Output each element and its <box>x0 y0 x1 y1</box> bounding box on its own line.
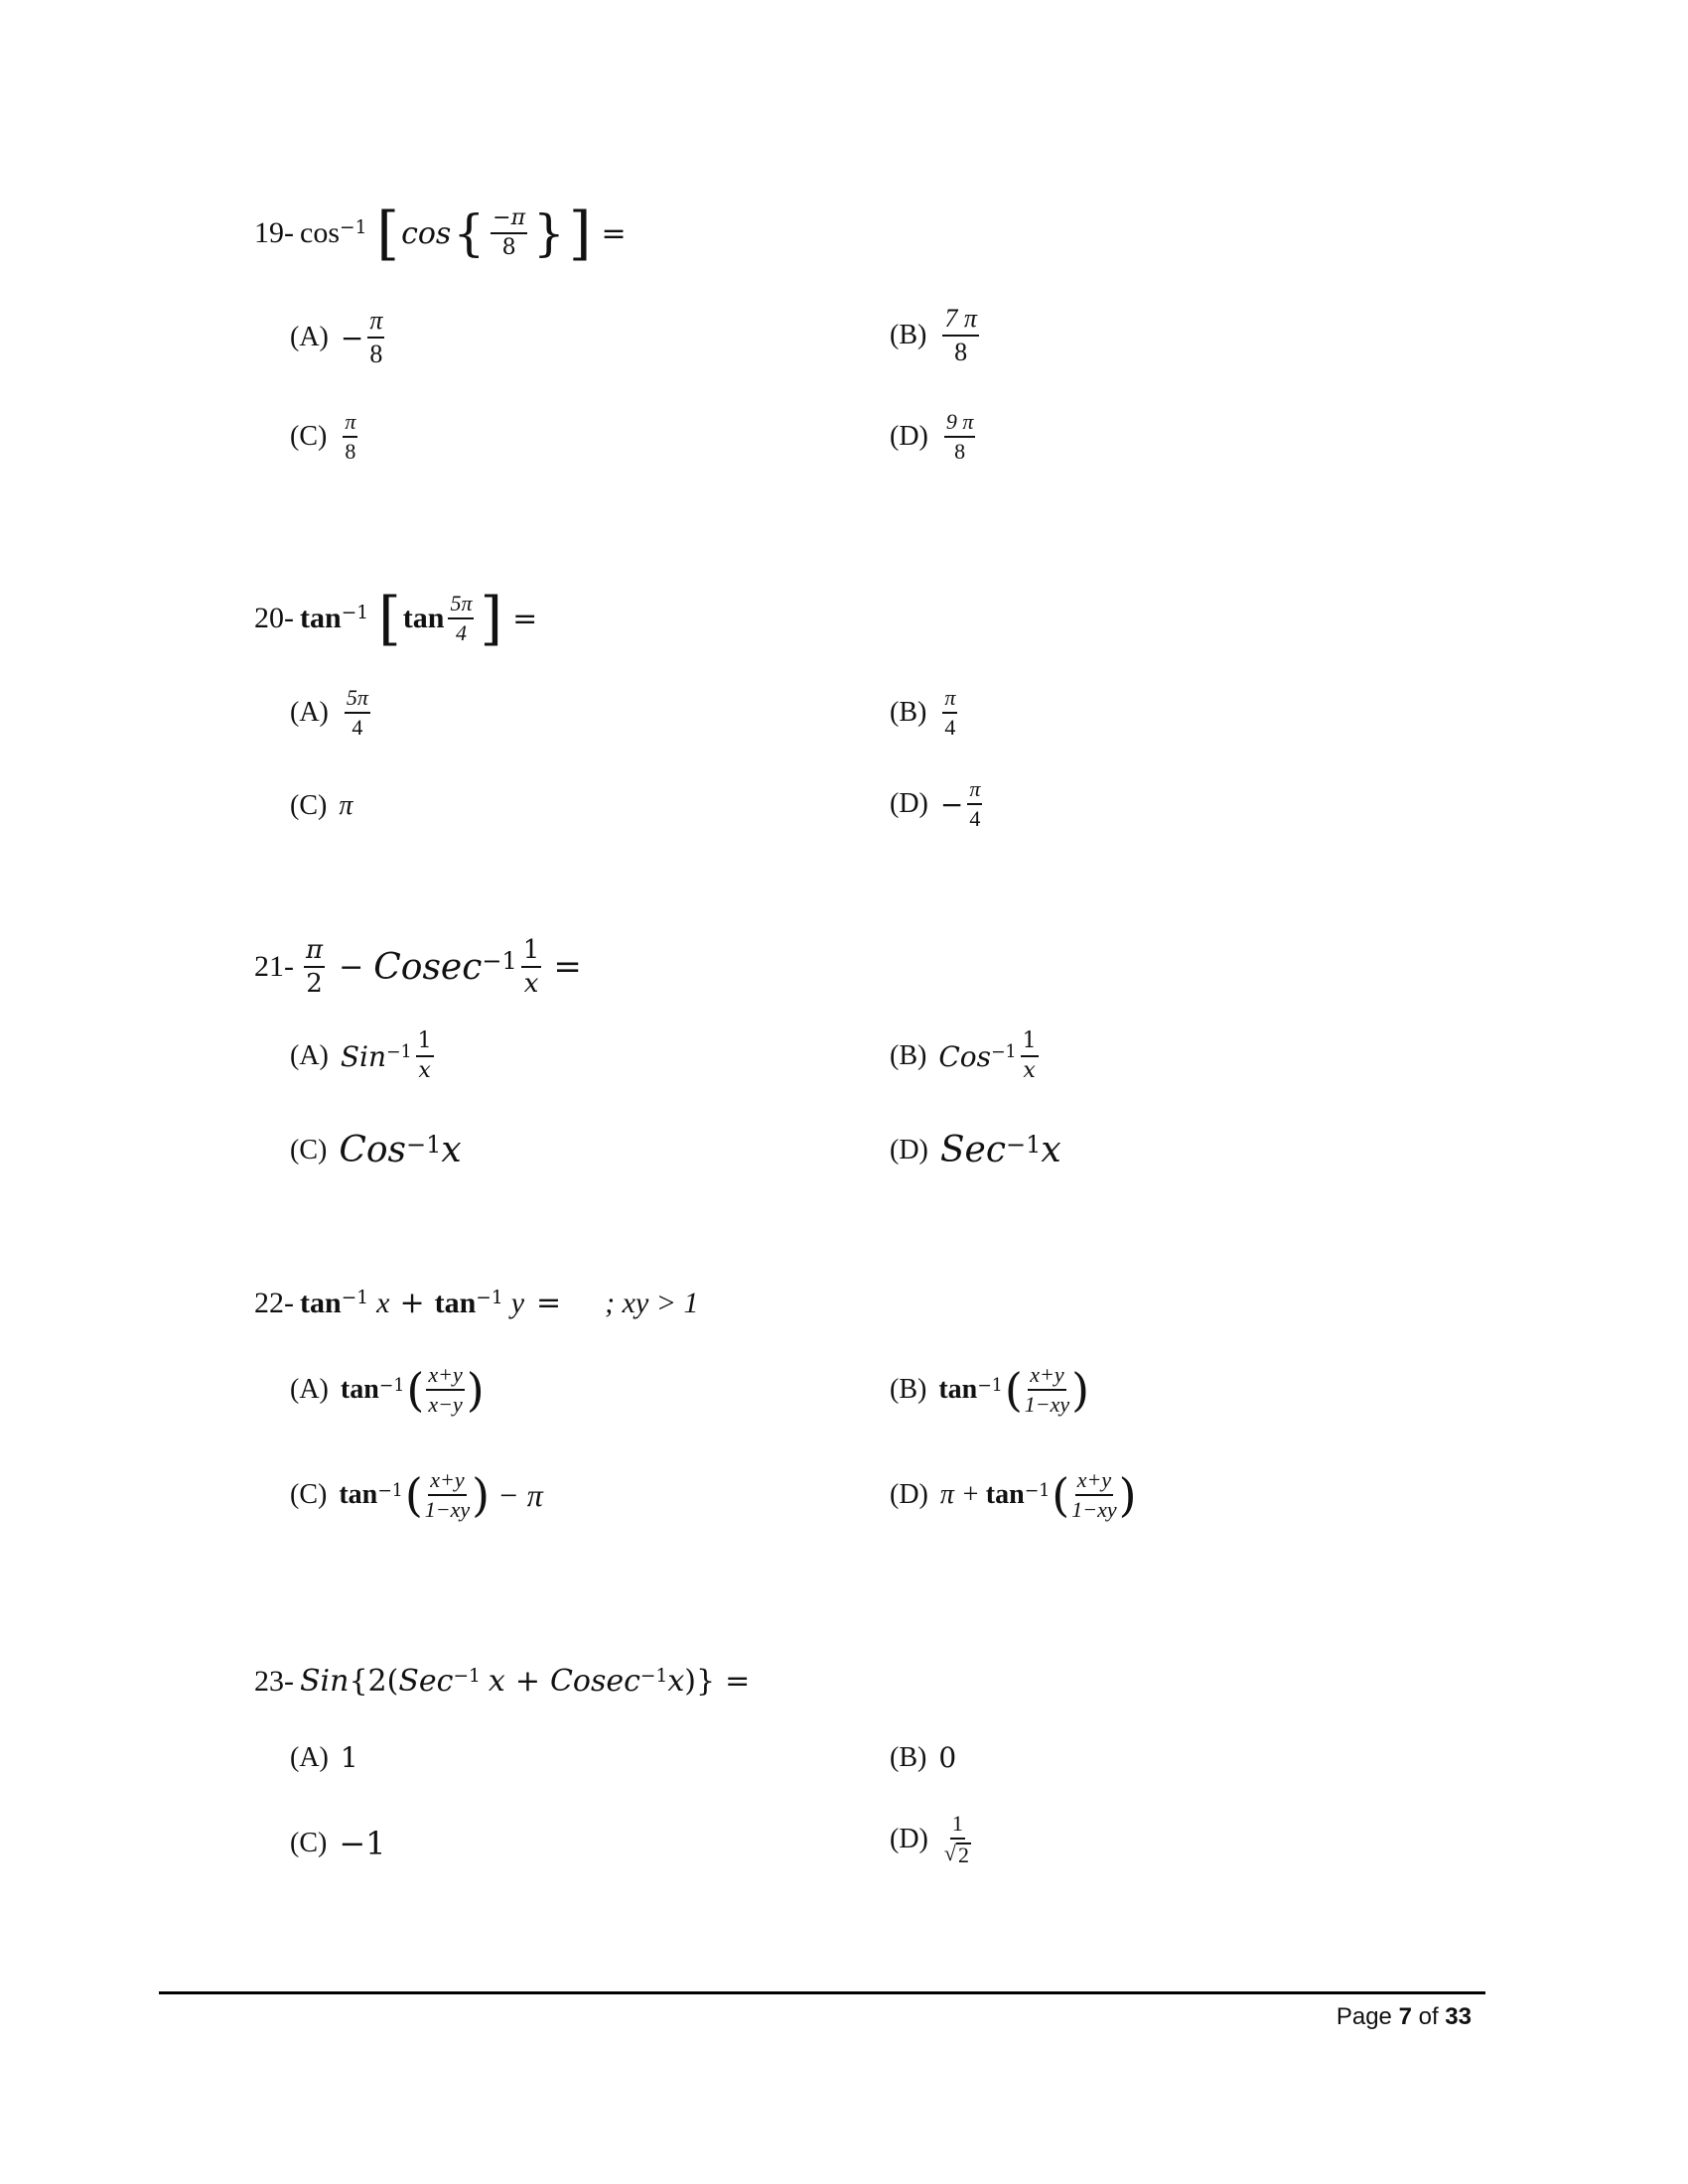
option-19-c[interactable]: (C) $\frac{\pi}{8}$ <box>290 409 356 464</box>
question-19-stem: 19- cos $^{-1}$ [ cos { $\frac{-\pi}{8}$ } ] = <box>254 200 627 267</box>
option-20-a[interactable]: (A) $\frac{5\pi}{4}$ <box>290 685 368 740</box>
option-23-d[interactable]: (D) 1 √ 2 <box>890 1811 969 1867</box>
option-20-d[interactable]: (D) − $\frac{\pi}{4}$ <box>890 776 981 831</box>
fraction: $\frac{-\pi}{8}$ <box>492 205 526 260</box>
left-bracket: [ <box>376 200 400 267</box>
footer-divider <box>159 1991 1485 1994</box>
left-brace: { <box>453 205 486 262</box>
option-20-b[interactable]: (B) $\frac{\pi}{4}$ <box>890 685 956 740</box>
option-22-d[interactable]: (D) π + tan $^{-1}$ ( $\frac{x+y}{1-xy}$ ) <box>890 1467 1137 1522</box>
option-23-b[interactable]: (B) 0 <box>890 1741 957 1774</box>
right-bracket: ] <box>568 200 592 267</box>
right-bracket: ] <box>480 585 503 652</box>
option-19-d[interactable]: (D) $\frac{9 \pi}{8}$ <box>890 409 974 464</box>
option-21-c[interactable]: (C) Cos $^{-1}$ x <box>290 1130 462 1170</box>
option-22-c[interactable]: (C) tan $^{-1}$ ( $\frac{x+y}{1-xy}$ ) − π <box>290 1467 543 1522</box>
question-20-stem: 20- tan $^{-1}$ [ tan $\frac{5\pi}{4}$ ] = <box>254 585 538 652</box>
option-19-a[interactable]: (A) − $\frac{\pi}{8}$ <box>290 306 383 368</box>
option-22-a[interactable]: (A) tan $^{-1}$ ( $\frac{x+y}{x-y}$ ) <box>290 1362 485 1417</box>
left-bracket: [ <box>378 585 401 652</box>
option-22-b[interactable]: (B) tan $^{-1}$ ( $\frac{x+y}{1-xy}$ ) <box>890 1362 1090 1417</box>
page-number: Page 7 of 33 <box>1336 2003 1472 2030</box>
fraction: $\frac{5\pi}{4}$ <box>450 591 473 645</box>
option-23-a[interactable]: (A) 1 <box>290 1741 358 1774</box>
option-23-c[interactable]: (C) −1 <box>290 1825 386 1862</box>
question-22-stem: 22- tan $^{-1}$ x + tan $^{-1}$ y = ; xy > 1 <box>254 1286 699 1320</box>
option-19-b[interactable]: (B) $\frac{7 \pi}{8}$ <box>890 304 977 366</box>
square-root: √ 2 <box>943 1841 969 1867</box>
question-21-stem: 21- $\frac{\pi}{2}$ − Cosec $^{-1}$ $\frac{1}{x}$ = <box>254 935 582 999</box>
condition: ; xy > 1 <box>605 1286 699 1319</box>
option-20-c[interactable]: (C) π <box>290 790 353 821</box>
option-21-d[interactable]: (D) Sec $^{-1}$ x <box>890 1130 1061 1170</box>
question-number: 19- <box>254 216 294 249</box>
right-brace: } <box>533 205 565 262</box>
question-23-stem: 23- Sin {2( Sec $^{-1}$ x + Cosec $^{-1}$ x )} = <box>254 1664 751 1699</box>
option-21-a[interactable]: (A) Sin $^{-1}$ $\frac{1}{x}$ <box>290 1028 432 1083</box>
option-21-b[interactable]: (B) Cos $^{-1}$ $\frac{1}{x}$ <box>890 1028 1037 1083</box>
